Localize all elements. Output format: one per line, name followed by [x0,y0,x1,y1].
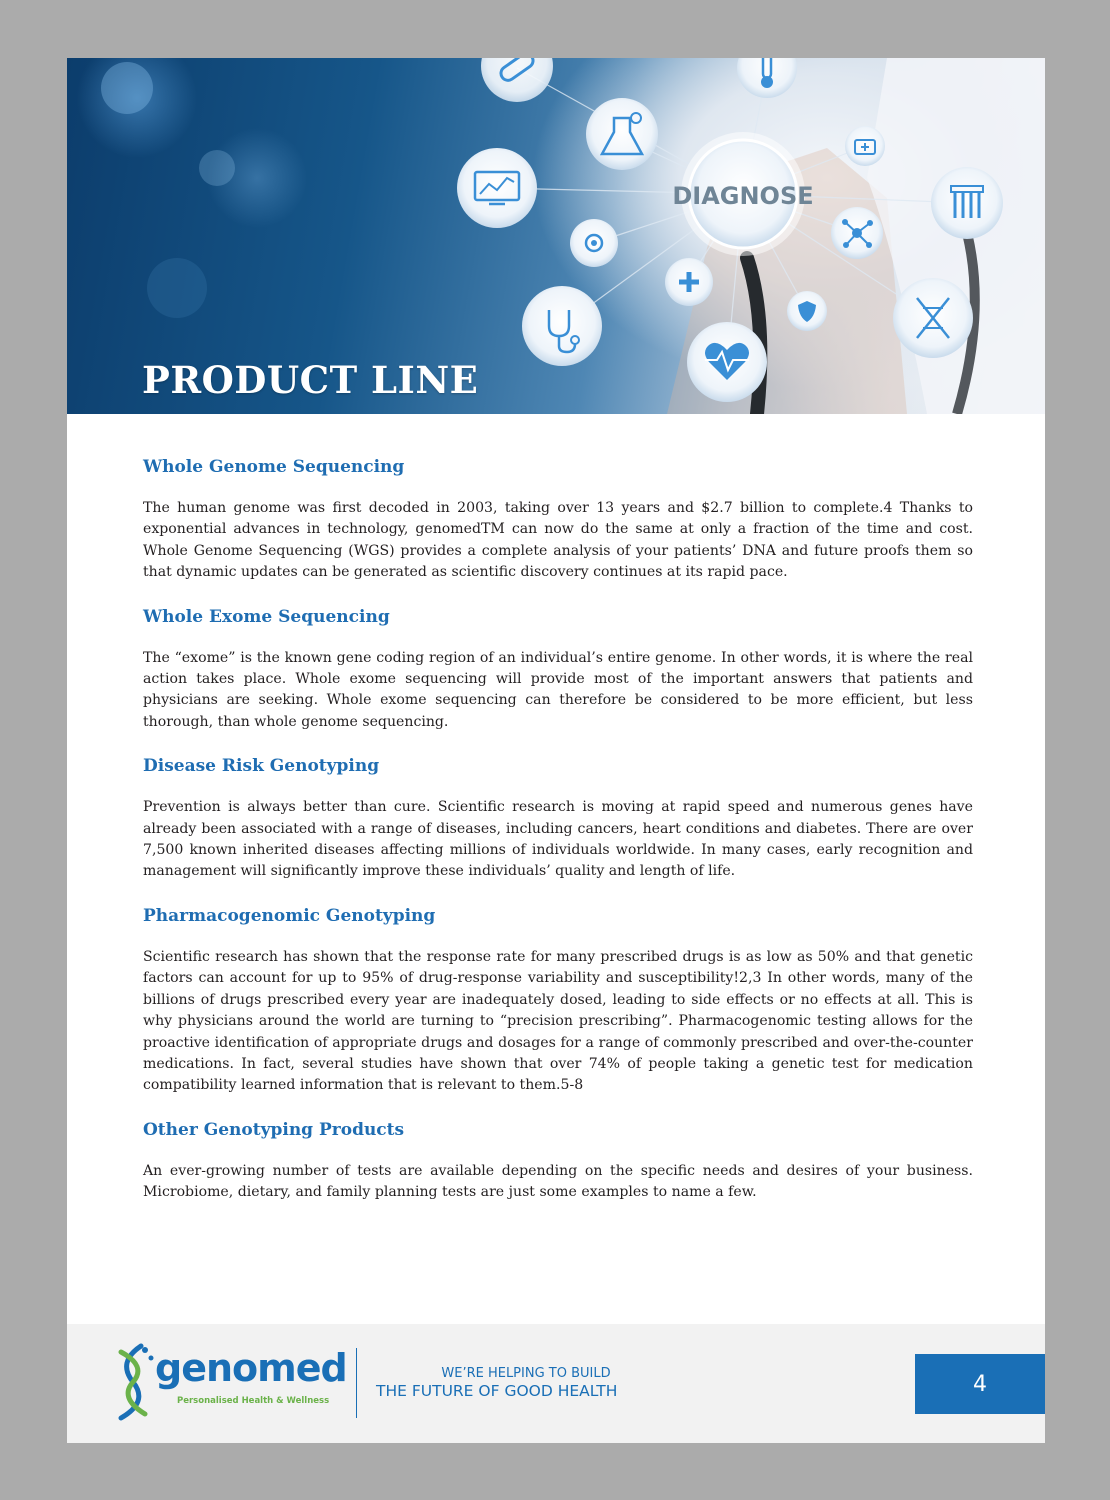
section-pharmacogenomic [143,905,973,1097]
logo-tagline: Personalised Health & Wellness [177,1396,330,1406]
first-aid-kit-icon [845,126,885,166]
section-whole-exome [143,606,973,734]
dna-logo-icon [111,1342,159,1422]
section-other-genotyping [143,1119,973,1204]
shield-icon [787,291,827,331]
stethoscope-icon [522,286,602,366]
section-body: An ever-growing number of tests are available depending on the specific needs and desires of your business. Microbiome, dietary, and family planning tests are just some examples to name a few. [143,1162,973,1201]
page-number: 4 [915,1354,1045,1414]
genomed-logo [111,1342,351,1422]
pill-icon [481,58,553,102]
flask-icon [586,98,658,170]
monitor-chart-icon [457,148,537,228]
test-tubes-icon [931,167,1003,239]
hero-banner [67,58,1045,414]
heartbeat-icon [687,322,767,402]
section-body: The “exome” is the known gene coding region of an individual’s entire genome. In other words, it is where the real action takes place. Whole exome sequencing will provide most of the important answers that patients and physicians are seeking. Whole exome sequencing can therefore be considered to be more efficient, but less thorough, than whole genome sequencing. [143,649,973,730]
document-page [67,58,1045,1443]
molecule-icon [831,207,883,259]
logo-wordmark: genomed [155,1346,347,1390]
diagnose-bubble [672,132,813,256]
footer-divider [356,1348,357,1418]
tagline-line-1: WE’RE HELPING TO BUILD [441,1366,611,1381]
section-body: The human genome was first decoded in 2003, taking over 13 years and $2.7 billion to complete.4 Thanks to exponential advances in technology, genomedTM can now do the same at only a fraction of the time and cost. Whole Genome Sequencing (WGS) provides a complete analysis of your patients’ DNA and future proofs them so that dynamic updates can be generated as scientific discovery continues at its rapid pace. [143,500,973,581]
product-sections [143,456,973,1226]
section-heading: Disease Risk Genotyping [143,756,380,777]
section-heading: Pharmacogenomic Genotyping [143,905,436,926]
section-disease-risk [143,755,973,883]
thermometer-icon [737,58,797,98]
diagnose-label: DIAGNOSE [672,182,814,210]
eye-icon [570,219,618,267]
section-heading: Whole Exome Sequencing [143,606,390,627]
dna-icon [893,278,973,358]
section-body: Prevention is always better than cure. Scientific research is moving at rapid speed and numerous genes have already been associated with a range of diseases, including cancers, heart conditions and diabetes. There are over 7,500 known inherited diseases affecting millions of individuals worldwide. In many cases, early recognition and management will significantly improve these individuals’ quality and length of life. [143,799,973,880]
plus-icon [665,258,713,306]
tagline-line-2: THE FUTURE OF GOOD HEALTH [376,1382,618,1400]
section-whole-genome [143,456,973,584]
section-heading: Other Genotyping Products [143,1119,405,1140]
section-heading: Whole Genome Sequencing [143,457,405,477]
section-body: Scientific research has shown that the response rate for many prescribed drugs is as low as 50% and that genetic factors can account for up to 95% of drug-response variability and susceptibility!2,3 In other words, many of the billions of drugs prescribed every year are inadequately dosed, leading to side effects or no effects at all. This is why physicians around the world are turning to “precision prescribing”. Pharmacogenomic testing allows for the proactive identification of appropriate drugs and dosages for a range of commonly prescribed and over-the-counter medications. In fact, several studies have shown that over 74% of people taking a genetic test for medication compatibility learned information that is relevant to them.5-8 [143,948,973,1094]
page-title: PRODUCT LINE [142,358,479,402]
footer-tagline [376,1366,656,1400]
page-footer [67,1324,1045,1443]
